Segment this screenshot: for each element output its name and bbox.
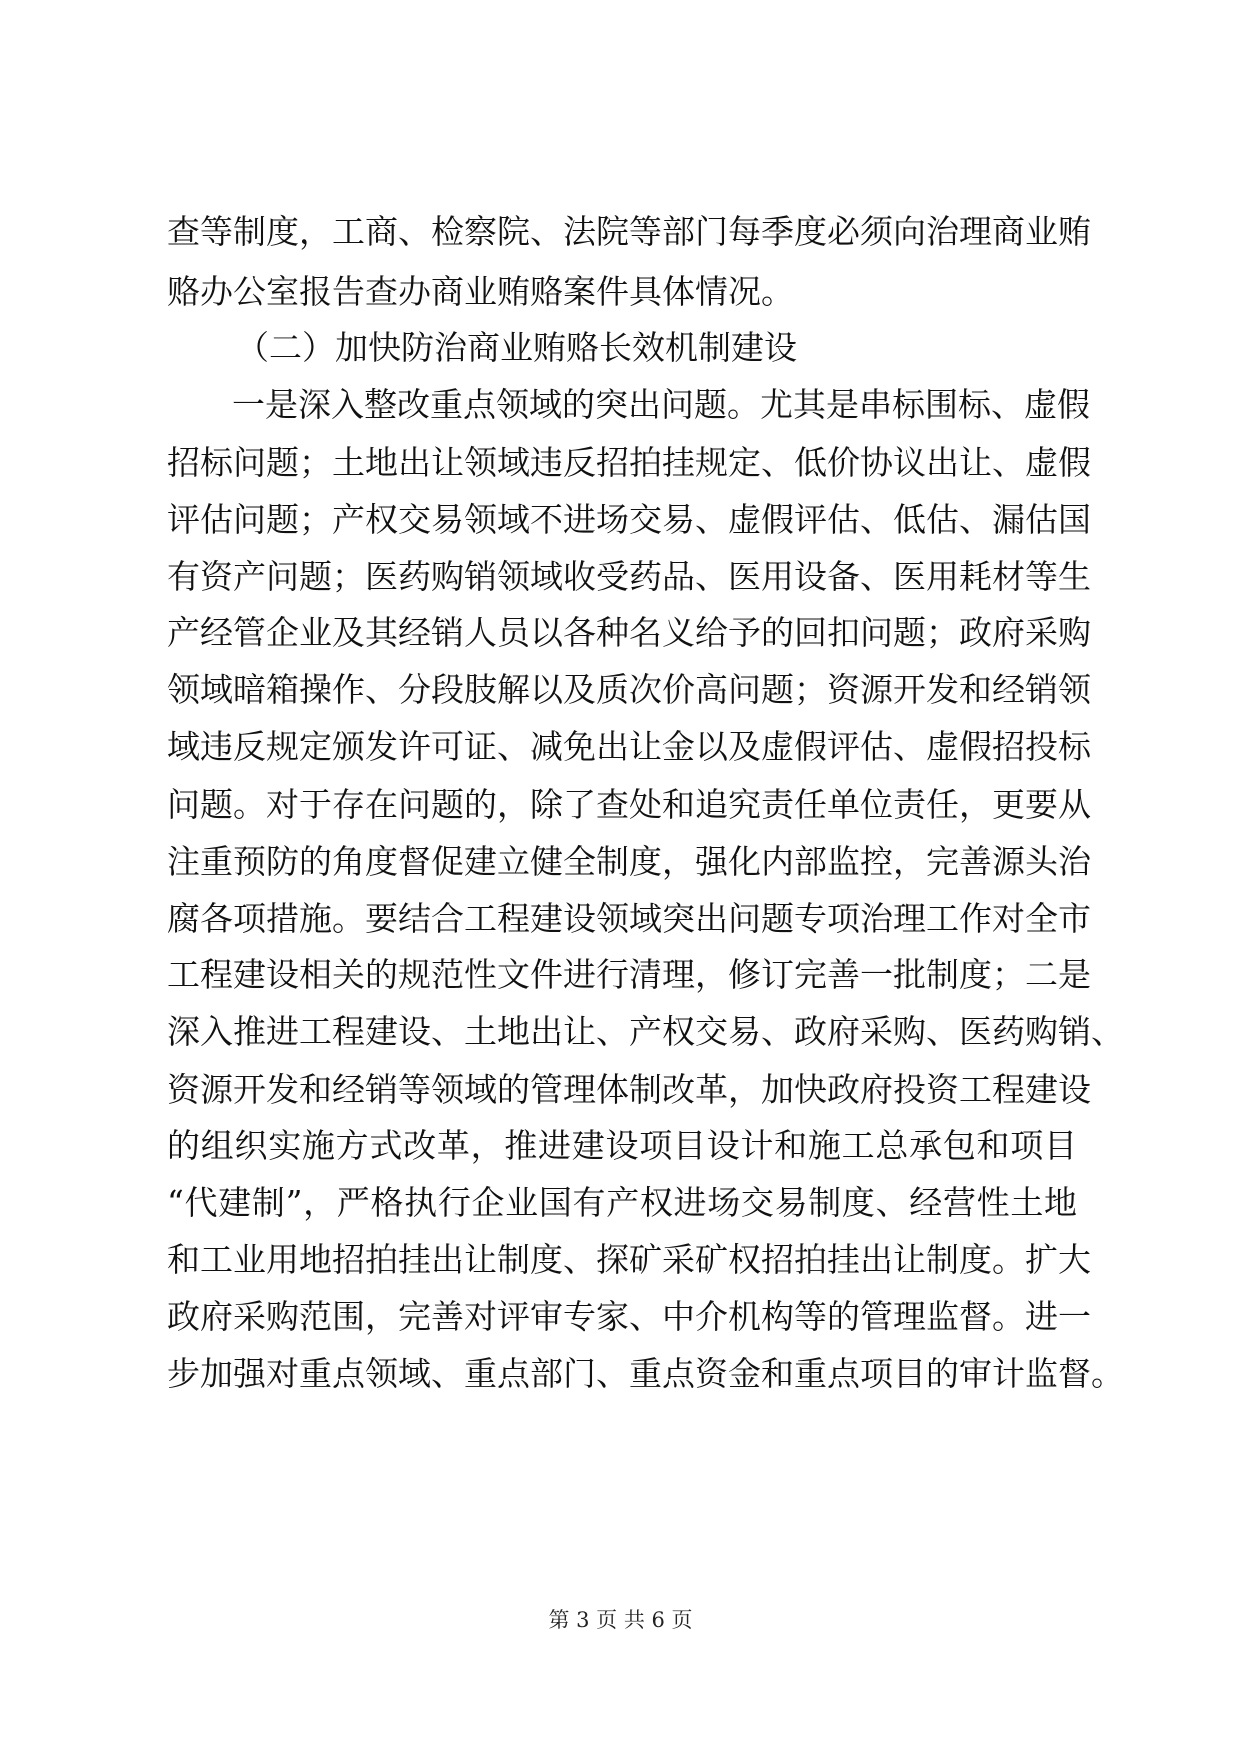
body-line-2: 赂办公室报告查办商业贿赂案件具体情况。 [167,272,794,311]
body-line-16: 资源开发和经销等领域的管理体制改革，加快政府投资工程建设 [167,1070,1091,1109]
body-line-15: 深入推进工程建设、土地出让、产权交易、政府采购、医药购销、 [167,1012,1124,1051]
body-line-10: 域违反规定颁发许可证、减免出让金以及虚假评估、虚假招投标 [167,727,1091,766]
body-line-5: 招标问题；土地出让领域违反招拍挂规定、低价协议出让、虚假 [167,443,1091,482]
page-number-footer: 第 3 页 共 6 页 [548,1608,693,1632]
body-line-17: 的组织实施方式改革，推进建设项目设计和施工总承包和项目 [167,1126,1077,1165]
body-line-12: 注重预防的角度督促建立健全制度，强化内部监控，完善源头治 [167,842,1091,881]
body-line-9: 领域暗箱操作、分段肢解以及质次价高问题；资源开发和经销领 [167,670,1091,709]
body-line-11: 问题。对于存在问题的，除了查处和追究责任单位责任，更要从 [167,785,1091,824]
body-line-20: 政府采购范围，完善对评审专家、中介机构等的管理监督。进一 [167,1297,1091,1336]
section-heading: （二）加快防治商业贿赂长效机制建设 [236,328,797,367]
body-line-14: 工程建设相关的规范性文件进行清理，修订完善一批制度；二是 [167,955,1091,994]
body-line-7: 有资产问题；医药购销领域收受药品、医用设备、医用耗材等生 [167,557,1091,596]
body-line-18: “代建制”，严格执行企业国有产权进场交易制度、经营性土地 [167,1183,1077,1222]
body-line-8: 产经管企业及其经销人员以各种名义给予的回扣问题；政府采购 [167,613,1091,652]
body-line-6: 评估问题；产权交易领域不进场交易、虚假评估、低估、漏估国 [167,500,1091,539]
body-line-4: 一是深入整改重点领域的突出问题。尤其是串标围标、虚假 [232,385,1090,424]
body-line-13: 腐各项措施。要结合工程建设领域突出问题专项治理工作对全市 [167,899,1091,938]
body-line-21: 步加强对重点领域、重点部门、重点资金和重点项目的审计监督。 [167,1354,1124,1393]
body-line-19: 和工业用地招拍挂出让制度、探矿采矿权招拍挂出让制度。扩大 [167,1240,1091,1279]
body-line-1: 查等制度，工商、检察院、法院等部门每季度必须向治理商业贿 [167,212,1091,251]
